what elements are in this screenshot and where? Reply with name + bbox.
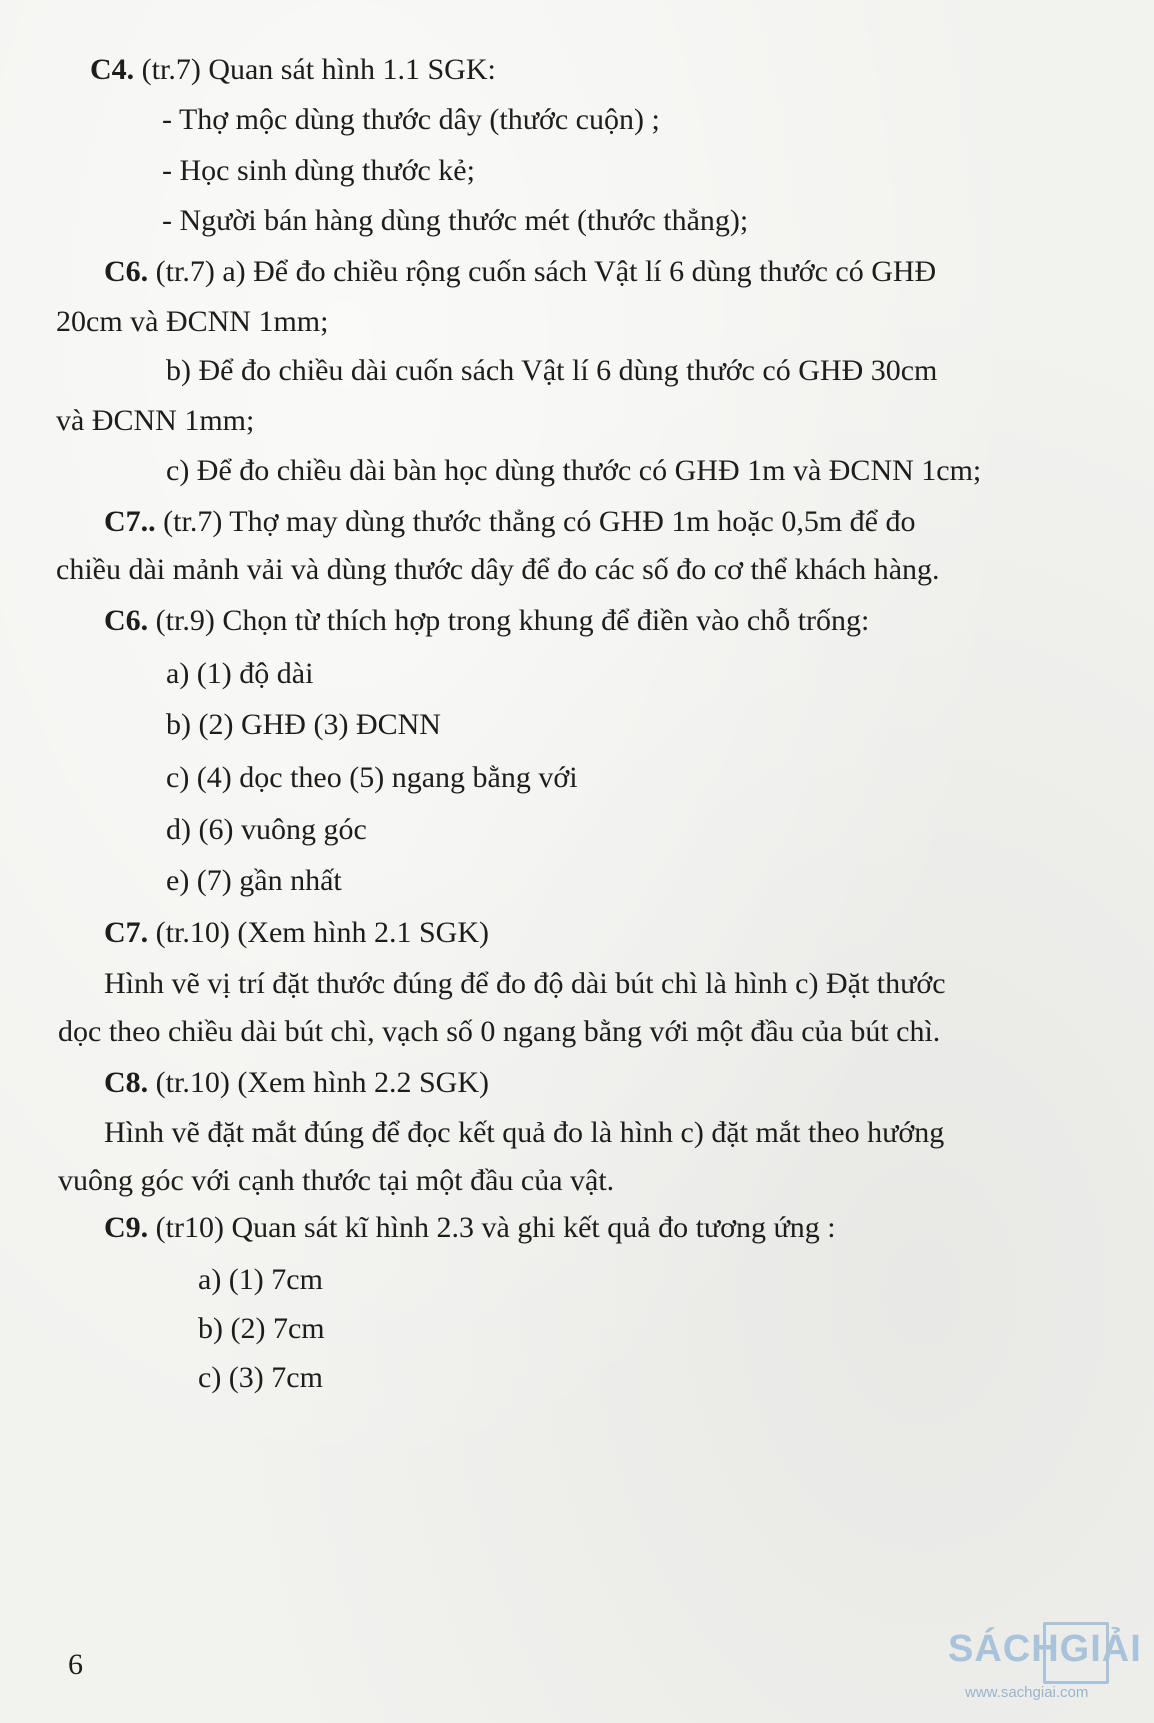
question-c8: C8. (tr.10) (Xem hình 2.2 SGK) (104, 1066, 489, 1099)
question-c7-tr7: C7.. (tr.7) Thợ may dùng thước thẳng có GHĐ 1m hoặc 0,5m để đo (104, 505, 916, 538)
paragraph-line: dọc theo chiều dài bút chì, vạch số 0 ngang bằng với một đầu của bút chì. (58, 1015, 941, 1048)
answer-item: c) (4) dọc theo (5) ngang bằng với (166, 761, 578, 794)
paragraph-line: chiều dài mảnh vải và dùng thước dây để đo các số đo cơ thể khách hàng. (56, 553, 940, 586)
paragraph-line: vuông góc với cạnh thước tại một đầu của vật. (58, 1164, 615, 1197)
logo-url: www.sachgiai.com (965, 1684, 1089, 1701)
answer-item: e) (7) gần nhất (166, 864, 342, 897)
question-c6-tr9: C6. (tr.9) Chọn từ thích hợp trong khung để điền vào chỗ trống: (104, 604, 870, 637)
answer-item: d) (6) vuông góc (166, 813, 367, 846)
question-c9: C9. (tr10) Quan sát kĩ hình 2.3 và ghi kết quả đo tương ứng : (104, 1211, 836, 1244)
paragraph-line: Hình vẽ vị trí đặt thước đúng để đo độ dài bút chì là hình c) Đặt thước (104, 967, 946, 1000)
sachgiai-logo (948, 1618, 1148, 1708)
logo-text: SÁCHGIẢI (948, 1628, 1142, 1670)
question-c6-tr7: C6. (tr.7) a) Để đo chiều rộng cuốn sách Vật lí 6 dùng thước có GHĐ (104, 255, 937, 288)
paragraph-line: c) Để đo chiều dài bàn học dùng thước có GHĐ 1m và ĐCNN 1cm; (166, 454, 982, 487)
paragraph-line: Hình vẽ đặt mắt đúng để đọc kết quả đo là hình c) đặt mắt theo hướng (104, 1116, 945, 1149)
list-item: - Thợ mộc dùng thước dây (thước cuộn) ; (162, 103, 660, 136)
answer-item: c) (3) 7cm (198, 1361, 323, 1394)
list-item: - Học sinh dùng thước kẻ; (162, 154, 475, 187)
answer-item: b) (2) GHĐ (3) ĐCNN (166, 708, 441, 741)
answer-item: a) (1) độ dài (166, 657, 314, 690)
question-c4: C4. (tr.7) Quan sát hình 1.1 SGK: (90, 53, 496, 86)
paragraph-line: b) Để đo chiều dài cuốn sách Vật lí 6 dùng thước có GHĐ 30cm (166, 354, 938, 387)
paragraph-line: và ĐCNN 1mm; (56, 404, 255, 437)
question-c7-tr10: C7. (tr.10) (Xem hình 2.1 SGK) (104, 916, 489, 949)
list-item: - Người bán hàng dùng thước mét (thước thẳng); (162, 204, 749, 237)
answer-item: a) (1) 7cm (198, 1263, 323, 1296)
page-number: 6 (68, 1648, 83, 1681)
answer-item: b) (2) 7cm (198, 1312, 325, 1345)
paragraph-line: 20cm và ĐCNN 1mm; (56, 305, 329, 338)
